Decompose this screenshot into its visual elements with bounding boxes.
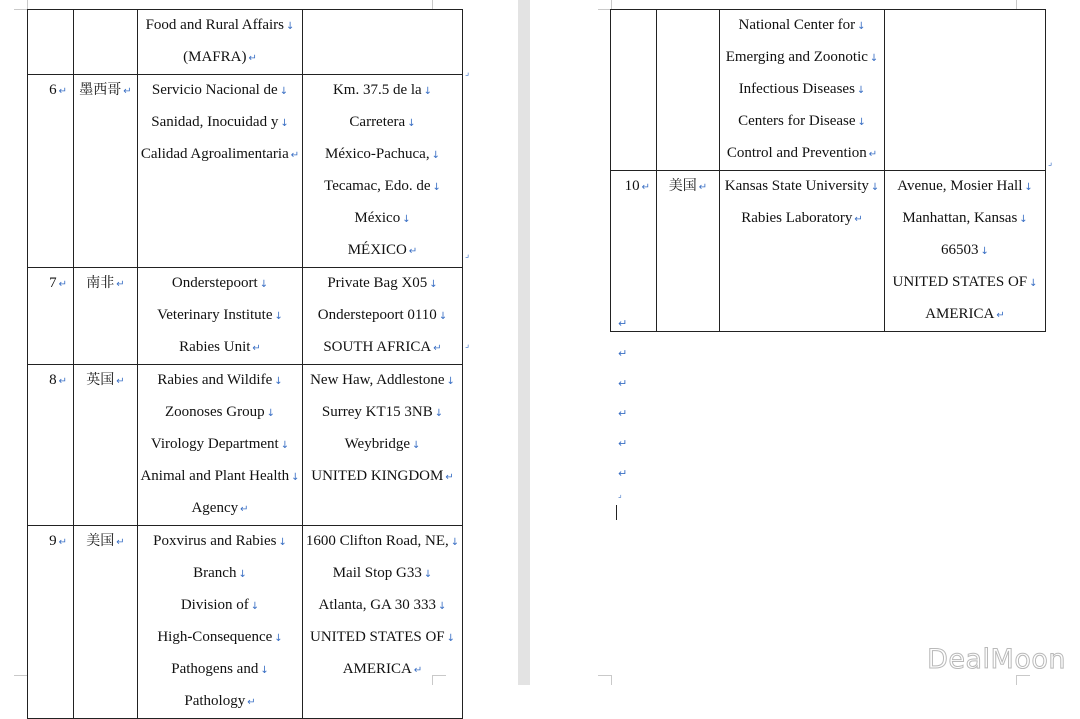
line-break-icon: ↓ — [238, 569, 247, 580]
institution-cell-text: Agency — [191, 500, 239, 516]
institution-cell-text: Rabies Laboratory — [741, 210, 853, 226]
paragraph-mark-icon: ↵ — [854, 214, 863, 225]
address-cell-line — [887, 171, 1043, 203]
address-cell-text: Tecamac, Edo. de — [324, 178, 431, 194]
address-cell-line — [305, 75, 460, 107]
address-cell-text: Private Bag X05 — [327, 275, 428, 291]
paragraph-mark-icon: ↵ — [618, 407, 628, 420]
address-cell-line — [305, 590, 460, 622]
address-cell-text: 1600 Clifton Road, NE, — [305, 533, 449, 549]
address-cell — [303, 75, 463, 268]
crop-mark — [14, 675, 28, 685]
institution-cell — [138, 526, 303, 719]
line-break-icon: ↓ — [446, 633, 456, 644]
institution-cell-line — [140, 461, 300, 493]
line-break-icon: ↓ — [274, 376, 283, 387]
institution-cell-line — [140, 107, 300, 139]
institution-cell-line — [140, 42, 300, 74]
line-break-icon: ↓ — [431, 150, 440, 161]
country-cell-text: 美国 — [86, 533, 115, 549]
address-cell-text: SOUTH AFRICA — [323, 339, 432, 355]
line-break-icon: ↓ — [1029, 278, 1038, 289]
line-break-icon: ↓ — [286, 21, 295, 32]
paragraph-mark-icon: ↵ — [698, 182, 708, 193]
line-break-icon: ↓ — [870, 182, 880, 193]
institution-cell-text: High-Consequence — [157, 629, 273, 645]
institution-cell-text: Zoonoses Group — [165, 404, 265, 420]
address-cell-line — [305, 429, 460, 461]
row-number-cell — [28, 526, 74, 719]
address-cell — [303, 526, 463, 719]
address-cell-line — [305, 139, 460, 171]
paragraph-mark-icon: ↵ — [618, 317, 628, 330]
line-break-icon: ↓ — [446, 376, 455, 387]
line-break-icon: ↓ — [423, 86, 433, 97]
institution-cell-line — [140, 397, 300, 429]
paragraph-mark-icon: ↵ — [58, 86, 67, 97]
country-cell — [74, 268, 138, 365]
institution-cell-text: Calidad Agroalimentaria — [140, 146, 289, 162]
address-cell — [303, 365, 463, 526]
paragraph-mark-icon: ↵ — [290, 150, 300, 161]
address-cell-text: 66503 — [941, 242, 979, 258]
address-cell-text: Atlanta, GA 30 333 — [318, 597, 437, 613]
address-cell-text: Manhattan, Kansas — [902, 210, 1018, 226]
paragraph-mark-icon: ↵ — [408, 246, 418, 257]
paragraph-mark-icon: ↵ — [58, 537, 67, 548]
institution-cell — [720, 10, 885, 171]
institution-cell-text: Food and Rural Affairs — [145, 17, 285, 33]
institution-cell-line — [722, 171, 882, 203]
paragraph-mark-icon: ↵ — [996, 310, 1005, 321]
institution-cell-text: Veterinary Institute — [157, 307, 273, 323]
country-cell — [74, 75, 138, 268]
address-cell-text: UNITED STATES OF — [892, 274, 1028, 290]
institution-cell-line — [140, 558, 300, 590]
table-row — [28, 268, 463, 365]
paragraph-mark-icon: ↵ — [413, 665, 423, 676]
line-break-icon: ↓ — [280, 118, 289, 129]
paragraph-mark-icon: ↵ — [58, 376, 67, 387]
line-break-icon: ↓ — [438, 311, 448, 322]
line-break-icon: ↓ — [1024, 182, 1033, 193]
institution-cell-line — [722, 138, 882, 170]
table-row — [28, 526, 463, 719]
paragraph-mark-icon: ↵ — [618, 467, 628, 480]
institution-cell-line — [140, 332, 300, 364]
institution-cell-text: Pathology — [184, 693, 246, 709]
paragraph-mark-icon: ↵ — [252, 343, 261, 354]
country-cell — [74, 10, 138, 75]
line-break-icon: ↓ — [438, 601, 447, 612]
paragraph-mark-icon: ↵ — [618, 377, 628, 390]
address-cell-text: Onderstepoort 0110 — [317, 307, 437, 323]
institution-cell — [138, 75, 303, 268]
crop-mark — [14, 0, 28, 10]
address-cell-line — [305, 171, 460, 203]
line-break-icon: ↓ — [980, 246, 989, 257]
table-row — [28, 10, 463, 75]
paragraph-mark-icon: ↵ — [58, 279, 67, 290]
institution-cell — [720, 171, 885, 332]
paragraph-mark-icon: ↵ — [116, 537, 125, 548]
line-break-icon: ↓ — [266, 408, 275, 419]
institution-cell-line — [140, 526, 300, 558]
institution-cell-text: Sanidad, Inocuidad y — [151, 114, 279, 130]
line-break-icon: ↓ — [856, 85, 866, 96]
line-break-icon: ↓ — [450, 537, 460, 548]
institution-cell-line — [722, 10, 882, 42]
institution-cell-text: Control and Prevention — [726, 145, 867, 161]
institution-cell — [138, 268, 303, 365]
address-cell-text: UNITED KINGDOM — [311, 468, 444, 484]
line-break-icon: ↓ — [857, 117, 866, 128]
country-cell-text: 墨西哥 — [79, 82, 122, 98]
row-number-cell-text: 8 — [49, 372, 57, 388]
table-row — [611, 171, 1046, 332]
address-cell-text: México — [354, 210, 401, 226]
institution-cell-text: Pathogens and — [171, 661, 259, 677]
institution-cell-text: National Center for — [738, 17, 856, 33]
address-cell-text: MÉXICO — [347, 242, 407, 258]
institution-cell — [138, 365, 303, 526]
institution-cell-line — [722, 203, 882, 235]
institution-cell-text: Onderstepoort — [171, 275, 258, 291]
paragraph-mark-icon: ↵ — [116, 376, 125, 387]
line-break-icon: ↓ — [274, 311, 283, 322]
institution-cell-line — [722, 42, 882, 74]
institution-cell-text: Branch — [193, 565, 237, 581]
institution-cell-line — [140, 10, 300, 42]
row-number-cell — [611, 10, 657, 171]
page-gutter — [518, 0, 530, 685]
line-break-icon: ↓ — [1019, 214, 1028, 225]
line-break-icon: ↓ — [423, 569, 433, 580]
institution-cell-line — [140, 654, 300, 686]
line-break-icon: ↓ — [291, 472, 300, 483]
row-number-cell — [28, 75, 74, 268]
country-cell-text: 英国 — [86, 372, 115, 388]
watermark-logo: DealMoon — [927, 644, 1066, 675]
address-cell-text: Surrey KT15 3NB — [321, 404, 433, 420]
paragraph-mark-icon: ↵ — [618, 437, 628, 450]
row-end-marker: ⌟ — [465, 68, 470, 78]
crop-mark — [1016, 675, 1030, 685]
institution-cell-line — [140, 300, 300, 332]
line-break-icon: ↓ — [280, 440, 290, 451]
address-cell-text: UNITED STATES OF — [309, 629, 445, 645]
institution-cell-line — [140, 75, 300, 107]
address-cell-line — [305, 461, 460, 493]
address-cell — [303, 268, 463, 365]
address-cell-text: Carretera — [349, 114, 406, 130]
address-cell-line — [305, 397, 460, 429]
institution-cell-line — [722, 74, 882, 106]
line-break-icon: ↓ — [869, 53, 879, 64]
institution-cell-text: Rabies Unit — [179, 339, 251, 355]
institution-cell-text: Infectious Diseases — [738, 81, 855, 97]
table-row — [611, 10, 1046, 171]
institution-cell — [138, 10, 303, 75]
address-cell-line — [305, 300, 460, 332]
country-cell — [657, 10, 720, 171]
institution-cell-text: Poxvirus and Rabies — [153, 533, 277, 549]
row-end-marker: ⌟ — [465, 250, 470, 260]
paragraph-mark-icon: ↵ — [123, 86, 132, 97]
paragraph-mark-icon: ↵ — [868, 149, 878, 160]
address-cell-text: AMERICA — [925, 306, 995, 322]
institution-cell-line — [140, 590, 300, 622]
paragraph-mark-icon: ↵ — [248, 53, 257, 64]
institution-cell-text: Emerging and Zoonotic — [725, 49, 868, 65]
row-end-marker: ⌟ — [1048, 158, 1053, 168]
row-number-cell-text: 9 — [49, 533, 57, 549]
paragraph-mark-icon: ↵ — [445, 472, 454, 483]
address-cell-line — [887, 267, 1043, 299]
line-break-icon: ↓ — [274, 633, 283, 644]
text-cursor[interactable] — [616, 505, 617, 520]
address-cell-text: Mail Stop G33 — [332, 565, 422, 581]
address-cell-line — [305, 654, 460, 686]
row-number-cell — [611, 171, 657, 332]
paragraph-mark-icon: ↵ — [433, 343, 442, 354]
table-row — [28, 365, 463, 526]
paragraph-mark-icon: ↵ — [641, 182, 650, 193]
address-cell-line — [887, 203, 1043, 235]
institution-cell-text: (MAFRA) — [183, 49, 247, 65]
address-cell-text: Avenue, Mosier Hall — [897, 178, 1023, 194]
institution-cell-line — [140, 622, 300, 654]
line-break-icon: ↓ — [260, 665, 269, 676]
address-cell-line — [887, 235, 1043, 267]
country-cell — [657, 171, 720, 332]
lab-table-left — [27, 9, 463, 719]
institution-cell-line — [140, 686, 300, 718]
table-row — [28, 75, 463, 268]
institution-cell-text: Virology Department — [150, 436, 279, 452]
country-cell — [74, 526, 138, 719]
paragraph-mark-icon: ↵ — [618, 347, 628, 360]
paragraph-mark-icon: ↵ — [247, 697, 256, 708]
institution-cell-text: Division of — [180, 597, 249, 613]
address-cell-text: Weybridge — [344, 436, 411, 452]
address-cell-text: México-Pachuca, — [325, 146, 430, 162]
country-cell-text: 美国 — [668, 178, 697, 194]
address-cell-line — [305, 558, 460, 590]
row-number-cell-text: 10 — [624, 178, 640, 194]
address-cell-line — [305, 365, 460, 397]
crop-mark — [598, 675, 612, 685]
institution-cell-line — [140, 139, 300, 171]
address-cell-line — [887, 299, 1043, 331]
address-cell-line — [305, 622, 460, 654]
line-break-icon: ↓ — [412, 440, 421, 451]
institution-cell-text: Animal and Plant Health — [140, 468, 290, 484]
row-number-cell-text: 7 — [49, 275, 57, 291]
institution-cell-line — [140, 268, 300, 300]
paragraph-mark-icon: ↵ — [116, 279, 125, 290]
address-cell — [885, 10, 1046, 171]
address-cell — [303, 10, 463, 75]
address-cell-line — [305, 268, 460, 300]
line-break-icon: ↓ — [250, 601, 260, 612]
institution-cell-text: Kansas State University — [724, 178, 869, 194]
institution-cell-line — [722, 106, 882, 138]
line-break-icon: ↓ — [857, 21, 866, 32]
line-break-icon: ↓ — [432, 182, 441, 193]
row-number-cell — [28, 268, 74, 365]
row-number-cell — [28, 10, 74, 75]
line-break-icon: ↓ — [259, 279, 269, 290]
line-break-icon: ↓ — [407, 118, 416, 129]
section-mark-icon: ⌟ — [618, 490, 622, 499]
address-cell-line — [305, 203, 460, 235]
institution-cell-text: Centers for Disease — [738, 113, 856, 129]
row-number-cell — [28, 365, 74, 526]
address-cell — [885, 171, 1046, 332]
address-cell-text: Km. 37.5 de la — [332, 82, 422, 98]
line-break-icon: ↓ — [402, 214, 411, 225]
address-cell-text: New Haw, Addlestone — [310, 372, 445, 388]
row-number-cell-text: 6 — [49, 82, 57, 98]
institution-cell-line — [140, 493, 300, 525]
line-break-icon: ↓ — [278, 537, 287, 548]
line-break-icon: ↓ — [279, 86, 289, 97]
institution-cell-line — [140, 365, 300, 397]
lab-table-right — [610, 9, 1046, 332]
institution-cell-text: Rabies and Wildife — [157, 372, 273, 388]
address-cell-line — [305, 332, 460, 364]
country-cell — [74, 365, 138, 526]
institution-cell-text: Servicio Nacional de — [151, 82, 278, 98]
address-cell-text: AMERICA — [342, 661, 412, 677]
address-cell-line — [305, 235, 460, 267]
country-cell-text: 南非 — [86, 275, 115, 291]
address-cell-line — [305, 107, 460, 139]
institution-cell-line — [140, 429, 300, 461]
paragraph-mark-icon: ↵ — [240, 504, 249, 515]
row-end-marker: ⌟ — [465, 340, 470, 350]
address-cell-line — [305, 526, 460, 558]
line-break-icon: ↓ — [434, 408, 444, 419]
line-break-icon: ↓ — [429, 279, 438, 290]
